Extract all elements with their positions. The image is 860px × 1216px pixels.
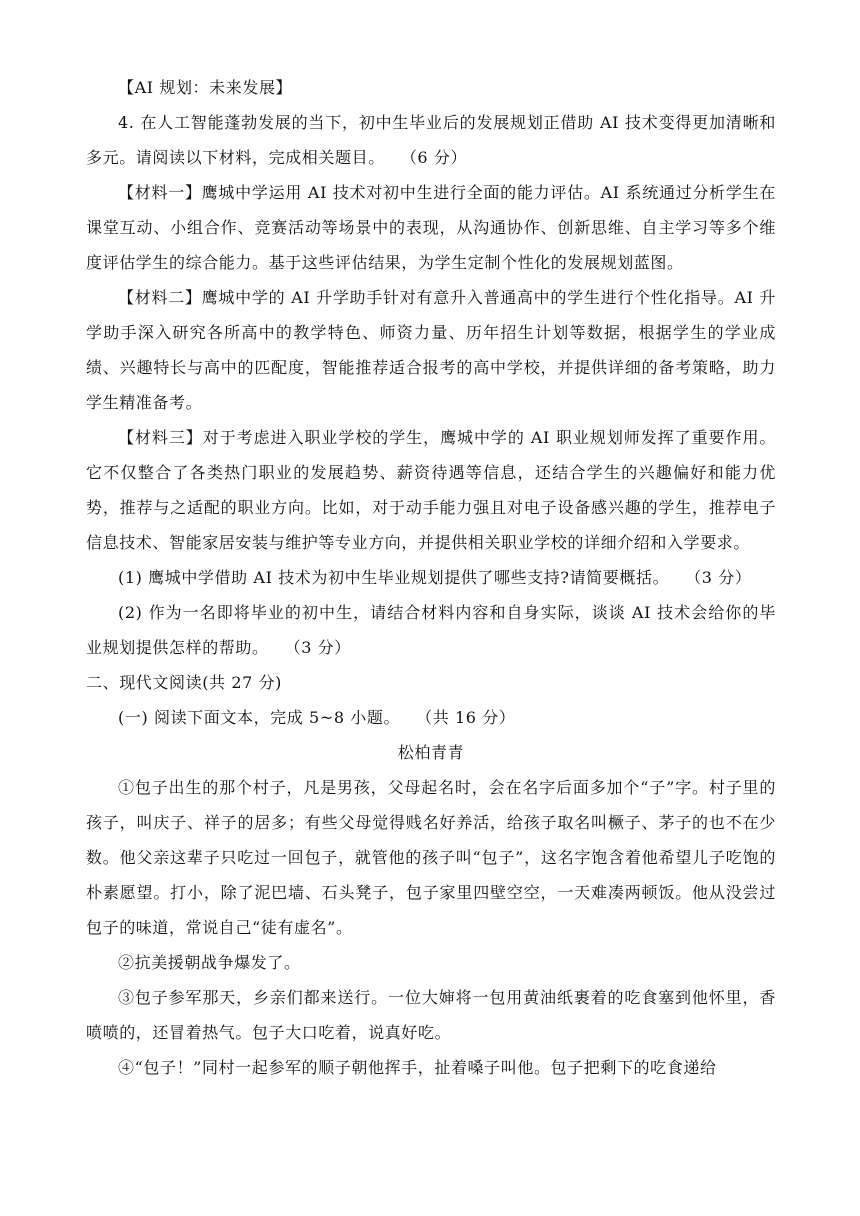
reading-one-instruction bbox=[86, 700, 776, 735]
reading-one-text: (一) 阅读下面文本，完成 5~8 小题。 bbox=[118, 708, 401, 727]
story-title: 松柏青青 bbox=[397, 743, 465, 762]
sub-question-1-text: (1) 鹰城中学借助 AI 技术为初中生毕业规划提供了哪些支持?请简要概括。 bbox=[118, 568, 670, 587]
reading-one-score: （共 16 分） bbox=[424, 708, 516, 727]
section-label: 【AI 规划：未来发展】 bbox=[118, 78, 293, 97]
sub-question-2-score: （3 分） bbox=[292, 638, 351, 657]
story-paragraph-4: ④“包子！”同村一起参军的顺子朝他挥手，扯着嗓子叫他。包子把剩下的吃食递给 bbox=[118, 1058, 717, 1077]
question-4 bbox=[86, 105, 776, 175]
question-4-stem: 4. 在人工智能蓬勃发展的当下，初中生毕业后的发展规划正借助 AI 技术变得更加清晰和多元。请阅读以下材料，完成相关题目。 bbox=[86, 113, 776, 167]
sub-question-1 bbox=[86, 560, 776, 595]
material-two: 【材料二】鹰城中学的 AI 升学助手针对有意升入普通高中的学生进行个性化指导。AI 升学助手深入研究各所高中的教学特色、师资力量、历年招生计划等数据，根据学生的学业成绩、兴趣特长与高中的匹配度，智能推荐适合报考的高中学校，并提供详细的备考策略，助力学生精准备考。 bbox=[86, 288, 776, 412]
story-paragraph-1: ①包子出生的那个村子，凡是男孩，父母起名时，会在名字后面多加个“子”字。村子里的孩子，叫庆子、祥子的居多；有些父母觉得贱名好养活，给孩子取名叫橛子、茅子的也不在少数。他父亲这辈子只吃过一回包子，就管他的孩子叫“包子”，这名字饱含着他希望儿子吃饱的朴素愿望。打小，除了泥巴墙、石头凳子，包子家里四壁空空，一天难凑两顿饭。他从没尝过包子的味道，常说自己“徒有虚名”。 bbox=[86, 778, 776, 937]
material-one: 【材料一】鹰城中学运用 AI 技术对初中生进行全面的能力评估。AI 系统通过分析学生在课堂互动、小组合作、竞赛活动等场景中的表现，从沟通协作、创新思维、自主学习等多个维度评估学生的综合能力。基于这些评估结果，为学生定制个性化的发展规划蓝图。 bbox=[86, 183, 776, 272]
sub-question-1-score: （3 分） bbox=[693, 568, 752, 587]
story-paragraph-2: ②抗美援朝战争爆发了。 bbox=[118, 953, 301, 972]
sub-question-2-text: (2) 作为一名即将毕业的初中生，请结合材料内容和自身实际，谈谈 AI 技术会给你的毕业规划提供怎样的帮助。 bbox=[86, 603, 776, 657]
exam-page bbox=[86, 70, 776, 1085]
material-three: 【材料三】对于考虑进入职业学校的学生，鹰城中学的 AI 职业规划师发挥了重要作用。它不仅整合了各类热门职业的发展趋势、薪资待遇等信息，还结合学生的兴趣偏好和能力优势，推荐与之适配的职业方向。比如，对于动手能力强且对电子设备感兴趣的学生，推荐电子信息技术、智能家居安装与维护等专业方向，并提供相关职业学校的详细介绍和入学要求。 bbox=[86, 428, 776, 552]
sub-question-2 bbox=[86, 595, 776, 665]
part-two-heading: 二、现代文阅读(共 27 分) bbox=[86, 673, 283, 692]
question-4-score: （6 分） bbox=[408, 148, 468, 167]
story-paragraph-3: ③包子参军那天，乡亲们都来送行。一位大婶将一包用黄油纸裹着的吃食塞到他怀里，香喷喷的，还冒着热气。包子大口吃着，说真好吃。 bbox=[86, 988, 776, 1042]
